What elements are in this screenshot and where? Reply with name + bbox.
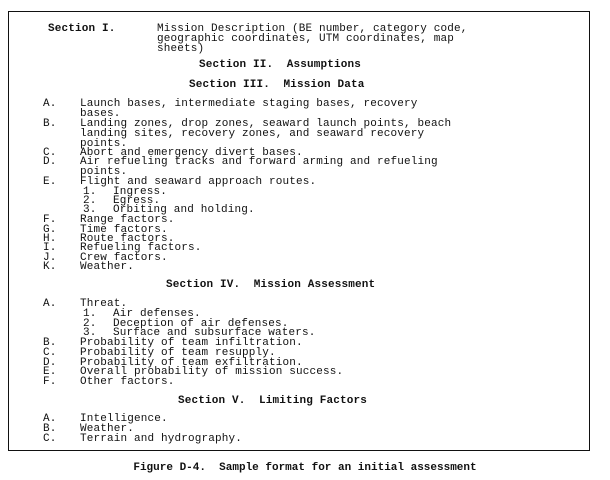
s3-item-i-letter: I. <box>43 242 57 254</box>
s5-item-b-text: Weather. <box>80 423 135 435</box>
s3-item-k-letter: K. <box>43 261 57 273</box>
s3-item-d-line-2: points. <box>80 166 128 178</box>
s3-item-h-text: Route factors. <box>80 233 175 245</box>
s3-item-e-line-1: Flight and seaward approach routes. <box>80 176 317 188</box>
s4-item-a1-number: 1. <box>83 308 97 320</box>
s4-item-a2-text: Deception of air defenses. <box>113 318 289 330</box>
s3-item-e2-number: 2. <box>83 195 97 207</box>
s3-item-e-letter: E. <box>43 176 57 188</box>
section1-line-1: Mission Description (BE number, category code, <box>157 23 468 35</box>
s3-item-e3-text: Orbiting and holding. <box>113 204 255 216</box>
s3-item-e1-text: Ingress. <box>113 186 168 198</box>
s4-item-f-letter: F. <box>43 376 57 388</box>
s4-item-c-letter: C. <box>43 347 57 359</box>
s4-item-e-text: Overall probability of mission success. <box>80 366 344 378</box>
s4-item-c-text: Probability of team resupply. <box>80 347 276 359</box>
s3-item-b-line-1: Landing zones, drop zones, seaward launch points, beach <box>80 118 452 130</box>
section1-line-3: sheets) <box>157 43 205 55</box>
s5-item-c-letter: C. <box>43 433 57 445</box>
s4-item-d-letter: D. <box>43 357 57 369</box>
s3-item-e3-number: 3. <box>83 204 97 216</box>
figure-caption: Figure D-4. Sample format for an initial assessment <box>133 462 477 474</box>
s4-item-a-letter: A. <box>43 298 57 310</box>
s5-item-b-letter: B. <box>43 423 57 435</box>
s3-item-h-letter: H. <box>43 233 57 245</box>
s3-item-e1-number: 1. <box>83 186 97 198</box>
s4-item-a3-number: 3. <box>83 327 97 339</box>
s3-item-j-text: Crew factors. <box>80 252 168 264</box>
s3-item-g-letter: G. <box>43 224 57 236</box>
s4-item-b-text: Probability of team infiltration. <box>80 337 303 349</box>
section2-title: Section II. Assumptions <box>199 59 362 71</box>
s3-item-b-line-2: landing sites, recovery zones, and seaward recovery <box>80 128 425 140</box>
s3-item-d-letter: D. <box>43 156 57 168</box>
s4-item-b-letter: B. <box>43 337 57 349</box>
s4-item-d-text: Probability of team exfiltration. <box>80 357 303 369</box>
section1-line-2: geographic coordinates, UTM coordinates, map <box>157 33 455 45</box>
s4-item-a1-text: Air defenses. <box>113 308 201 320</box>
s5-item-a-text: Intelligence. <box>80 413 168 425</box>
s3-item-a-line-1: Launch bases, intermediate staging bases, recovery <box>80 98 418 110</box>
s3-item-g-text: Time factors. <box>80 224 168 236</box>
s3-item-f-text: Range factors. <box>80 214 175 226</box>
section4-title: Section IV. Mission Assessment <box>166 279 376 291</box>
section3-title: Section III. Mission Data <box>189 79 365 91</box>
s3-item-c-letter: C. <box>43 147 57 159</box>
s3-item-a-letter: A. <box>43 98 57 110</box>
s3-item-j-letter: J. <box>43 252 57 264</box>
s3-item-b-letter: B. <box>43 118 57 130</box>
s3-item-e2-text: Egress. <box>113 195 161 207</box>
s5-item-c-text: Terrain and hydrography. <box>80 433 243 445</box>
s3-item-a-line-2: bases. <box>80 108 121 120</box>
s4-item-e-letter: E. <box>43 366 57 378</box>
s3-item-i-text: Refueling factors. <box>80 242 202 254</box>
s3-item-b-line-3: points. <box>80 138 128 150</box>
s4-item-f-text: Other factors. <box>80 376 175 388</box>
s3-item-c-line-1: Abort and emergency divert bases. <box>80 147 303 159</box>
s3-item-k-text: Weather. <box>80 261 135 273</box>
s4-item-a3-text: Surface and subsurface waters. <box>113 327 316 339</box>
s4-item-a2-number: 2. <box>83 318 97 330</box>
s3-item-f-letter: F. <box>43 214 57 226</box>
section1-label: Section I. <box>48 23 116 35</box>
s4-item-a-text: Threat. <box>80 298 128 310</box>
s5-item-a-letter: A. <box>43 413 57 425</box>
s3-item-d-line-1: Air refueling tracks and forward arming and refueling <box>80 156 438 168</box>
section5-title: Section V. Limiting Factors <box>178 395 368 407</box>
